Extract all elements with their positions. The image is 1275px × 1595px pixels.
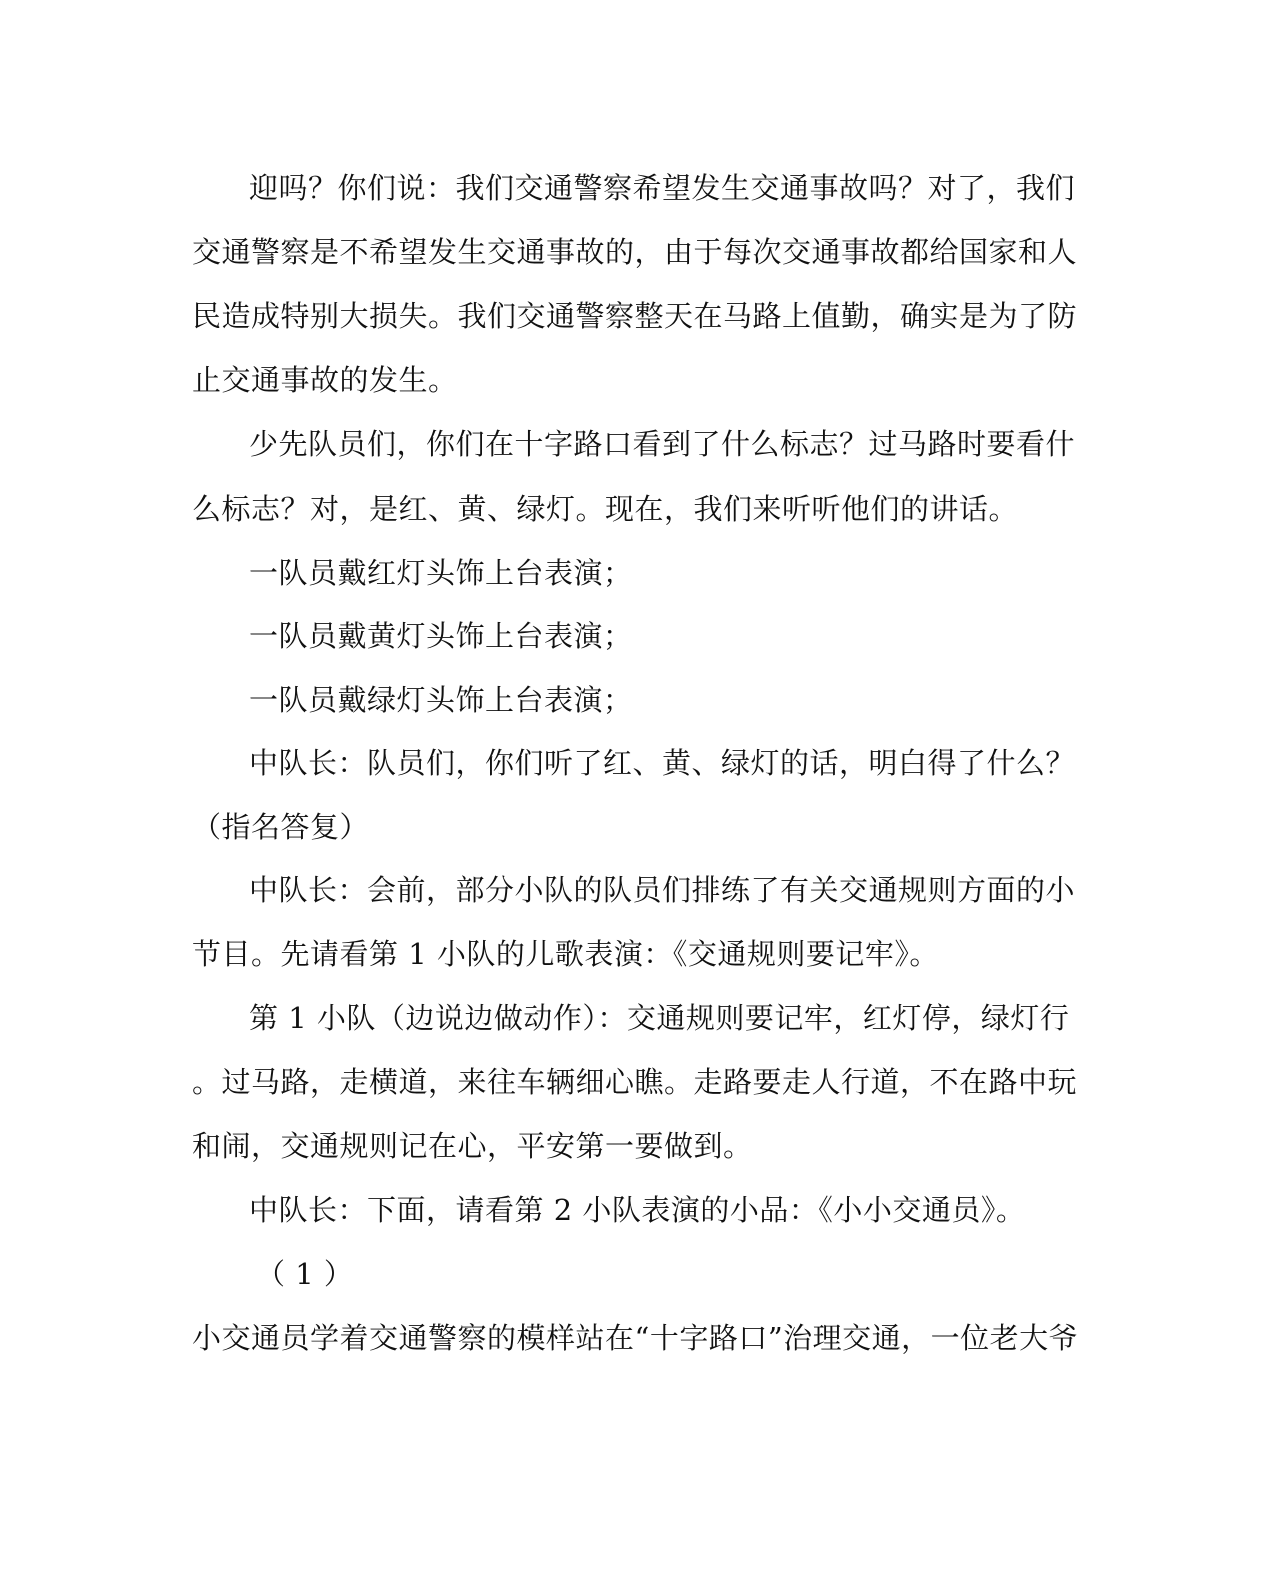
text-line: 交通警察是不希望发生交通事故的，由于每次交通事故都给国家和人	[192, 235, 1078, 269]
text-line: 一队员戴绿灯头饰上台表演；	[249, 683, 633, 717]
text-line: （ 1 ）	[256, 1257, 354, 1291]
text-line: 中队长：下面，请看第 2 小队表演的小品：《小小交通员》。	[249, 1193, 1026, 1227]
text-line: 小交通员学着交通警察的模样站在“十字路口”治理交通，一位老大爷	[192, 1321, 1079, 1355]
text-line: 和闹，交通规则记在心，平安第一要做到。	[192, 1129, 753, 1163]
text-line: 一队员戴黄灯头饰上台表演；	[249, 619, 633, 653]
text-line: 民造成特别大损失。我们交通警察整天在马路上值勤，确实是为了防	[192, 299, 1078, 333]
text-line: （指名答复）	[192, 810, 370, 844]
text-line: 迎吗？你们说：我们交通警察希望发生交通事故吗？对了，我们	[249, 171, 1076, 205]
text-line: 止交通事故的发生。	[192, 363, 458, 397]
text-line: 中队长：会前，部分小队的队员们排练了有关交通规则方面的小	[249, 873, 1076, 907]
text-line: 。过马路，走横道，来往车辆细心瞧。走路要走人行道，不在路中玩	[192, 1065, 1078, 1099]
text-line: 第 1 小队（边说边做动作）：交通规则要记牢，红灯停，绿灯行	[249, 1001, 1070, 1035]
text-line: 中队长：队员们，你们听了红、黄、绿灯的话，明白得了什么？	[249, 746, 1076, 780]
text-line: 么标志？对，是红、黄、绿灯。现在，我们来听听他们的讲话。	[192, 492, 1019, 526]
text-line: 一队员戴红灯头饰上台表演；	[249, 556, 633, 590]
text-line: 少先队员们，你们在十字路口看到了什么标志？过马路时要看什	[249, 427, 1076, 461]
text-line: 节目。先请看第 1 小队的儿歌表演：《交通规则要记牢》。	[192, 937, 939, 971]
